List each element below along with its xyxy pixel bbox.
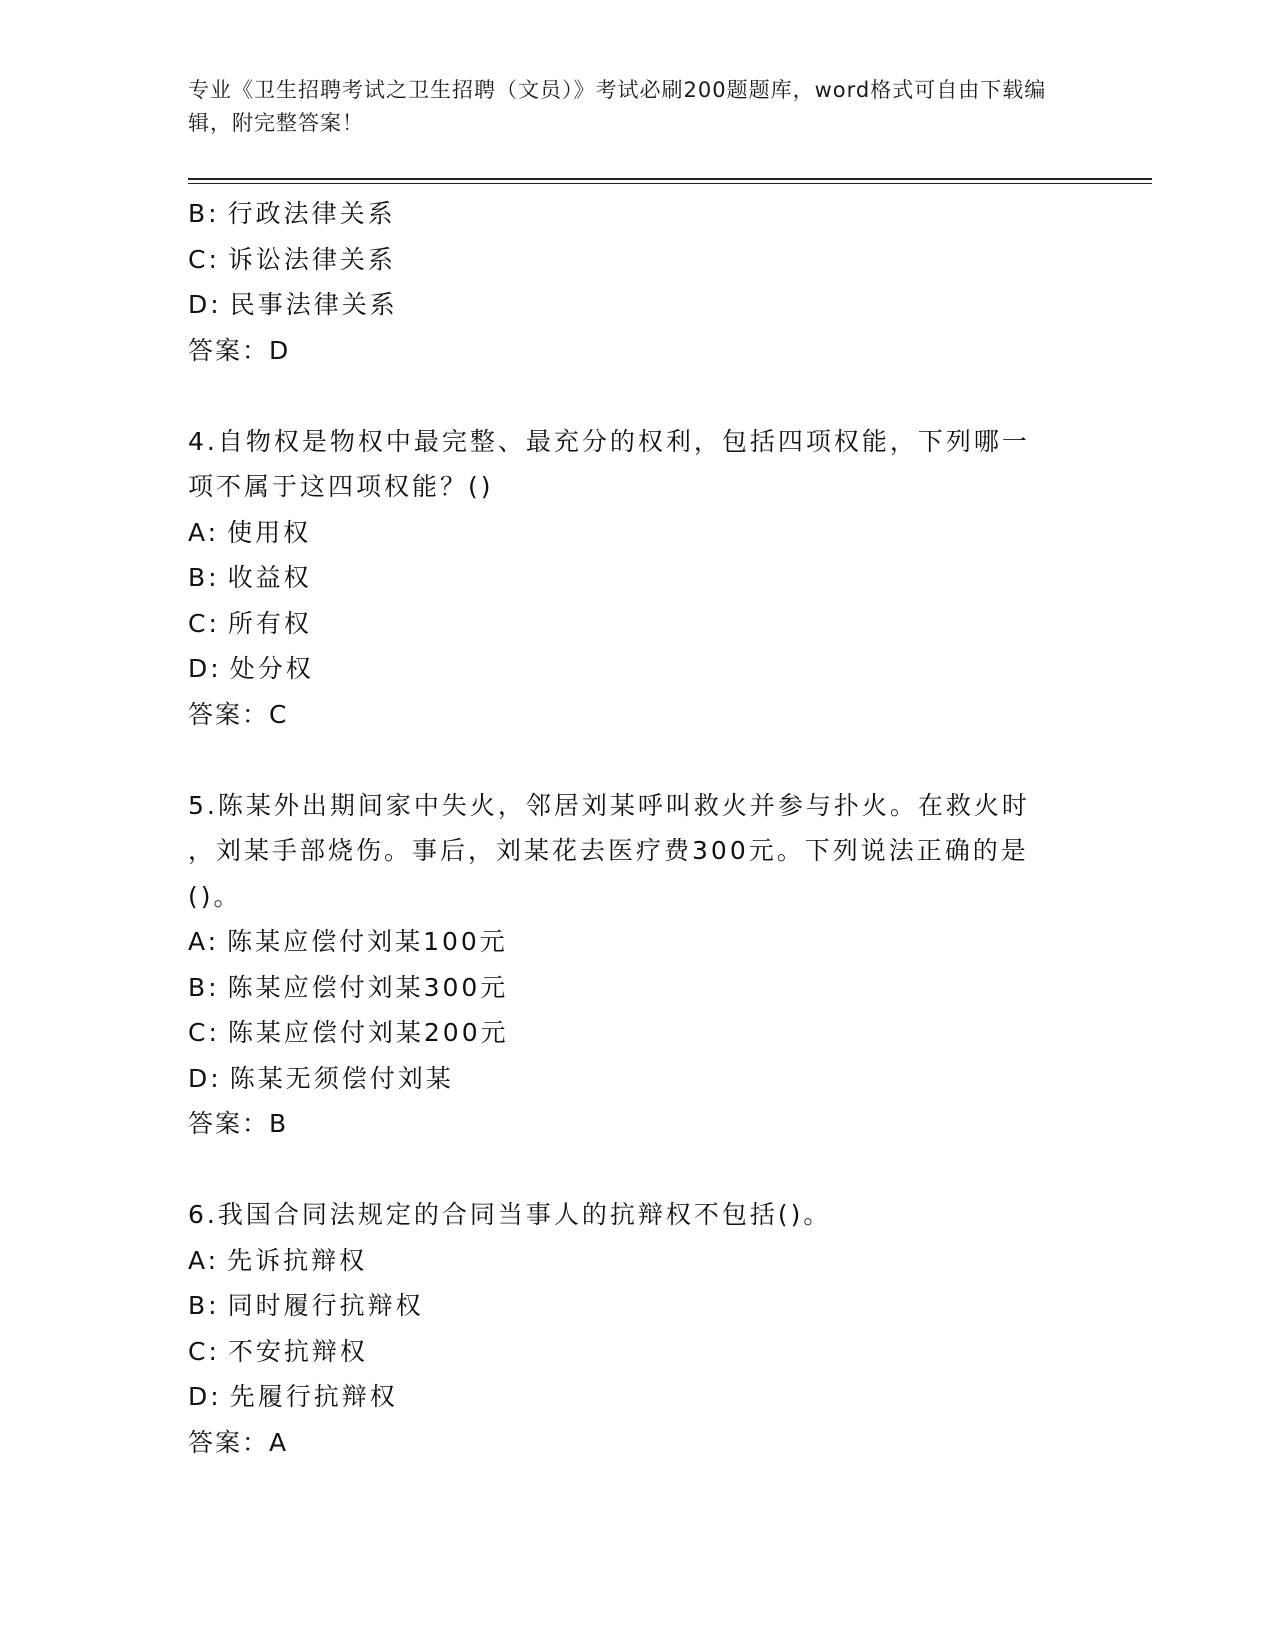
header-rule-thin xyxy=(188,183,1152,184)
header-rule-thick xyxy=(188,178,1152,180)
spacer xyxy=(188,1147,1068,1193)
option-d: D: 民事法律关系 xyxy=(188,290,398,319)
question-6 xyxy=(188,1192,1068,1465)
option-b: B: 同时履行抗辩权 xyxy=(188,1291,424,1320)
option-c: C: 诉讼法律关系 xyxy=(188,244,396,274)
option-d: D: 陈某无须偿付刘某 xyxy=(188,1063,454,1093)
question-text-line: ()。 xyxy=(188,881,242,911)
question-text-line: 5.陈某外出期间家中失火，邻居刘某呼叫救火并参与扑火。在救火时 xyxy=(188,790,1030,820)
question-text-line: ，刘某手部烧伤。事后，刘某花去医疗费300元。下列说法正确的是 xyxy=(188,836,1029,865)
option-b: B: 行政法律关系 xyxy=(188,199,396,228)
question-text-line: 项不属于这四项权能？() xyxy=(188,472,494,501)
option-d: D: 处分权 xyxy=(188,654,314,683)
answer: 答案：A xyxy=(188,1427,289,1457)
header-title: 专业《卫生招聘考试之卫生招聘（文员）》考试必刷200题题库，word格式可自由下载编辑，附完整答案！ xyxy=(188,78,1047,135)
question-text-line: 6.我国合同法规定的合同当事人的抗辩权不包括()。 xyxy=(188,1200,832,1229)
question-5 xyxy=(188,783,1068,1147)
option-d: D: 先履行抗辩权 xyxy=(188,1382,398,1411)
option-c: C: 所有权 xyxy=(188,608,312,638)
option-a: A: 先诉抗辩权 xyxy=(188,1245,368,1275)
question-text-line: 4.自物权是物权中最完整、最充分的权利，包括四项权能，下列哪一 xyxy=(188,426,1030,456)
answer: 答案：C xyxy=(188,699,289,729)
answer: 答案：B xyxy=(188,1109,289,1138)
question-3 xyxy=(188,191,1068,373)
option-b: B: 陈某应偿付刘某300元 xyxy=(188,972,509,1002)
spacer xyxy=(188,373,1068,419)
answer: 答案：D xyxy=(188,335,291,365)
option-a: A: 陈某应偿付刘某100元 xyxy=(188,927,508,956)
spacer xyxy=(188,737,1068,783)
option-b: B: 收益权 xyxy=(188,563,312,592)
option-c: C: 不安抗辩权 xyxy=(188,1336,368,1366)
question-4 xyxy=(188,419,1068,738)
option-a: A: 使用权 xyxy=(188,517,312,547)
question-content xyxy=(188,191,1068,1465)
option-c: C: 陈某应偿付刘某200元 xyxy=(188,1018,509,1047)
document-header xyxy=(188,74,1068,140)
